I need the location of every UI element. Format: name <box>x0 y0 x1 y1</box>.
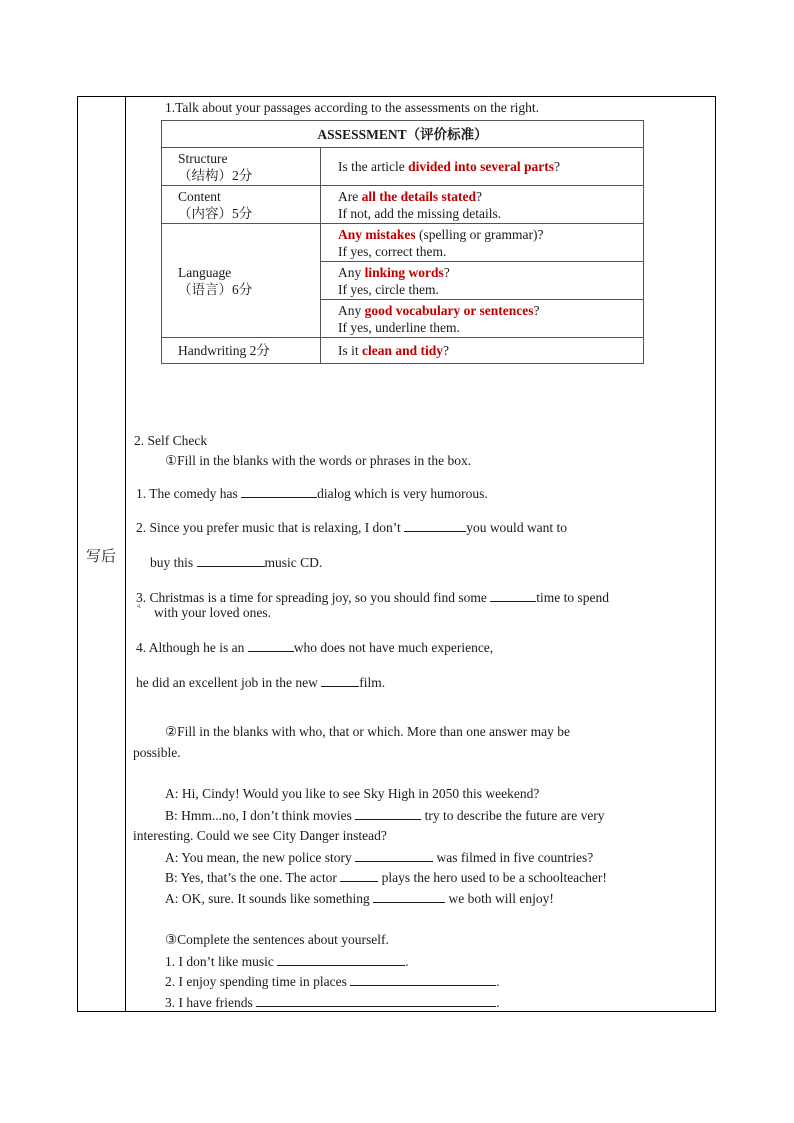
blank <box>277 953 405 966</box>
blank <box>256 994 496 1007</box>
question-linking-words: Any linking words? If yes, circle them. <box>321 262 644 300</box>
dialog-line-2: B: Hmm...no, I don’t think movies try to describe the future are very <box>165 808 605 823</box>
complete-1: 1. I don’t like music . <box>165 954 409 969</box>
margin-mark: 4. <box>137 604 142 610</box>
criterion-content: Content （内容）5分 <box>162 186 321 224</box>
question-vocabulary: Any good vocabulary or sentences? If yes, underline them. <box>321 300 644 338</box>
table-row <box>162 186 644 224</box>
blank <box>340 869 378 882</box>
question-mistakes: Any mistakes (spelling or grammar)? If yes, correct them. <box>321 224 644 262</box>
sentence-2b: buy this music CD. <box>150 555 323 570</box>
part3-instruction: ③Complete the sentences about yourself. <box>165 932 389 947</box>
part1-instruction: ①Fill in the blanks with the words or phrases in the box. <box>165 453 472 468</box>
table-row <box>162 148 644 186</box>
blank <box>373 890 445 903</box>
sentence-4: 4. Although he is an who does not have much experience, <box>136 640 494 655</box>
blank <box>355 807 421 820</box>
sentence-1: 1. The comedy has dialog which is very humorous. <box>136 486 488 501</box>
assessment-table <box>161 120 644 364</box>
blank <box>321 674 359 687</box>
complete-3: 3. I have friends . <box>165 995 500 1010</box>
task1-instruction: 1.Talk about your passages according to the assessments on the right. <box>165 100 539 115</box>
blank <box>404 519 466 532</box>
sentence-4b: he did an excellent job in the new film. <box>136 675 386 690</box>
dialog-line-4: B: Yes, that’s the one. The actor plays the hero used to be a schoolteacher! <box>165 870 607 885</box>
table-row <box>162 338 644 364</box>
dialog-line-2b: interesting. Could we see City Danger instead? <box>133 828 387 843</box>
dialog-line-3: A: You mean, the new police story was filmed in five countries? <box>165 850 594 865</box>
dialog-line-1: A: Hi, Cindy! Would you like to see Sky High in 2050 this weekend? <box>165 786 540 801</box>
question-structure: Is the article divided into several parts? <box>321 148 644 186</box>
sentence-2: 2. Since you prefer music that is relaxing, I don’t you would want to <box>136 520 568 535</box>
complete-2: 2. I enjoy spending time in places . <box>165 974 500 989</box>
blank <box>350 973 496 986</box>
assessment-header: ASSESSMENT（评价标准） <box>162 121 644 148</box>
task2-title: 2. Self Check <box>134 433 208 448</box>
sentence-3: 3. Christmas is a time for spreading joy, so you should find some time to spend <box>136 590 609 605</box>
blank <box>241 485 317 498</box>
blank <box>197 554 265 567</box>
blank <box>355 849 433 862</box>
blank <box>248 639 294 652</box>
section-label: 写后 <box>85 547 116 565</box>
column-divider <box>125 96 126 1012</box>
sentence-3b: with your loved ones. <box>154 605 271 620</box>
question-handwriting: Is it clean and tidy? <box>321 338 644 364</box>
part2-instruction: ②Fill in the blanks with who, that or which. More than one answer may be <box>165 724 571 739</box>
part2-instruction-cont: possible. <box>133 745 181 760</box>
criterion-language: Language （语言）6分 <box>162 224 321 338</box>
table-row <box>162 224 644 262</box>
criterion-structure: Structure （结构）2分 <box>162 148 321 186</box>
dialog-line-5: A: OK, sure. It sounds like something we both will enjoy! <box>165 891 554 906</box>
criterion-handwriting: Handwriting 2分 <box>162 338 321 364</box>
blank <box>490 589 536 602</box>
question-content: Are all the details stated? If not, add the missing details. <box>321 186 644 224</box>
